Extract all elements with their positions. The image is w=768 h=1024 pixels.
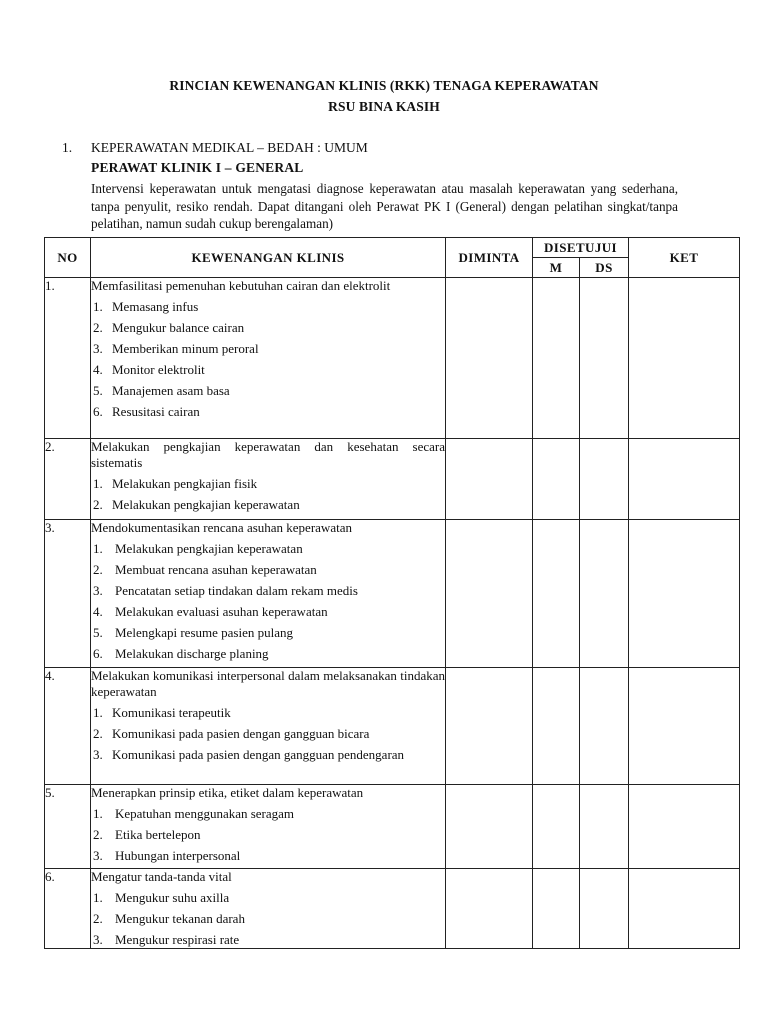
subitem-text: Melakukan evaluasi asuhan keperawatan	[115, 604, 328, 619]
section-subtitle: PERAWAT KLINIK I – GENERAL	[91, 160, 304, 175]
subitem-number: 2.	[93, 562, 103, 577]
kewenangan-subitem	[91, 320, 445, 336]
subitem-text: Kepatuhan menggunakan seragam	[115, 806, 295, 821]
subitem-number: 1.	[93, 299, 103, 314]
subitem-text: Mengukur balance cairan	[112, 320, 245, 335]
kewenangan-subitem	[91, 583, 445, 599]
kewenangan-subitem	[91, 911, 445, 927]
disetujui-ds-cell[interactable]	[580, 278, 629, 439]
row-number: 1.	[45, 278, 91, 439]
subitem-number: 4.	[93, 362, 103, 377]
subitem-text: Melakukan pengkajian fisik	[112, 476, 258, 491]
subitem-number: 1.	[93, 541, 103, 556]
kewenangan-cell	[91, 278, 446, 439]
subitem-text: Pencatatan setiap tindakan dalam rekam medis	[115, 583, 358, 598]
header-kewenangan-klinis: KEWENANGAN KLINIS	[91, 238, 446, 278]
subitem-number: 2.	[93, 497, 103, 512]
disetujui-m-cell[interactable]	[533, 668, 580, 785]
diminta-cell[interactable]	[446, 278, 533, 439]
subitem-text: Komunikasi pada pasien dengan gangguan bicara	[112, 726, 370, 741]
table-row	[45, 785, 740, 869]
subitem-number: 1.	[93, 476, 103, 491]
header-m: M	[533, 258, 580, 278]
kewenangan-table	[44, 237, 740, 949]
header-disetujui: DISETUJUI	[533, 238, 629, 258]
subitem-text: Melakukan pengkajian keperawatan	[115, 541, 303, 556]
disetujui-ds-cell[interactable]	[580, 520, 629, 668]
kewenangan-heading: Mendokumentasikan rencana asuhan keperawatan	[91, 520, 352, 535]
header-diminta: DIMINTA	[446, 238, 533, 278]
row-number: 5.	[45, 785, 91, 869]
table-row	[45, 439, 740, 520]
subitem-number: 1.	[93, 890, 103, 905]
subitem-text: Memasang infus	[112, 299, 199, 314]
row-number: 4.	[45, 668, 91, 785]
subitem-number: 1.	[93, 806, 103, 821]
kewenangan-subitem	[91, 299, 445, 315]
diminta-cell[interactable]	[446, 520, 533, 668]
kewenangan-cell	[91, 668, 446, 785]
subitem-text: Komunikasi terapeutik	[112, 705, 231, 720]
subitem-text: Mengukur tekanan darah	[115, 911, 245, 926]
subitem-number: 3.	[93, 747, 103, 762]
ket-cell[interactable]	[629, 668, 740, 785]
kewenangan-subitem	[91, 562, 445, 578]
subitem-number: 4.	[93, 604, 103, 619]
kewenangan-cell	[91, 785, 446, 869]
kewenangan-heading: Melakukan komunikasi interpersonal dalam melaksanakan tindakan keperawatan	[91, 668, 445, 699]
section-intro: Intervensi keperawatan untuk mengatasi diagnose keperawatan atau masalah keperawatan yang sederhana, tanpa penyulit, resiko rendah. Dapat ditangani oleh Perawat PK I (General) dengan pelatihan singkat/tanpa pelatihan, namun sudah cukup berengalaman)	[91, 181, 678, 231]
kewenangan-cell	[91, 520, 446, 668]
disetujui-m-cell[interactable]	[533, 520, 580, 668]
disetujui-m-cell[interactable]	[533, 278, 580, 439]
disetujui-ds-cell[interactable]	[580, 668, 629, 785]
section-number: 1.	[62, 140, 73, 155]
table-row	[45, 278, 740, 439]
subitem-text: Mengukur suhu axilla	[115, 890, 230, 905]
subitem-number: 5.	[93, 383, 103, 398]
kewenangan-heading: Menerapkan prinsip etika, etiket dalam keperawatan	[91, 785, 364, 800]
row-number: 2.	[45, 439, 91, 520]
subitem-text: Melengkapi resume pasien pulang	[115, 625, 293, 640]
diminta-cell[interactable]	[446, 869, 533, 949]
subitem-number: 3.	[93, 583, 103, 598]
table-row	[45, 520, 740, 668]
subitem-text: Manajemen asam basa	[112, 383, 230, 398]
kewenangan-heading: Melakukan pengkajian keperawatan dan kesehatan secara sistematis	[91, 439, 445, 470]
subitem-number: 2.	[93, 827, 103, 842]
kewenangan-subitem	[91, 932, 445, 948]
kewenangan-heading: Memfasilitasi pemenuhan kebutuhan cairan dan elektrolit	[91, 278, 391, 293]
document-title: RINCIAN KEWENANGAN KLINIS (RKK) TENAGA KEPERAWATAN	[169, 78, 599, 93]
diminta-cell[interactable]	[446, 668, 533, 785]
kewenangan-subitem	[91, 705, 445, 721]
subitem-number: 3.	[93, 341, 103, 356]
subitem-number: 2.	[93, 911, 103, 926]
subitem-text: Memberikan minum peroral	[112, 341, 259, 356]
subitem-text: Resusitasi cairan	[112, 404, 200, 419]
kewenangan-subitem	[91, 625, 445, 641]
ket-cell[interactable]	[629, 520, 740, 668]
section-title: KEPERAWATAN MEDIKAL – BEDAH : UMUM	[91, 140, 368, 155]
table-row	[45, 869, 740, 949]
header-no: NO	[45, 238, 91, 278]
subitem-number: 2.	[93, 726, 103, 741]
subitem-text: Monitor elektrolit	[112, 362, 205, 377]
row-number: 3.	[45, 520, 91, 668]
disetujui-ds-cell[interactable]	[580, 785, 629, 869]
disetujui-m-cell[interactable]	[533, 785, 580, 869]
subitem-number: 6.	[93, 404, 103, 419]
kewenangan-subitem	[91, 646, 445, 662]
disetujui-ds-cell[interactable]	[580, 439, 629, 520]
ket-cell[interactable]	[629, 869, 740, 949]
subitem-text: Komunikasi pada pasien dengan gangguan pendengaran	[112, 747, 405, 762]
kewenangan-heading: Mengatur tanda-tanda vital	[91, 869, 232, 884]
ket-cell[interactable]	[629, 439, 740, 520]
kewenangan-subitem	[91, 827, 445, 843]
subitem-text: Melakukan pengkajian keperawatan	[112, 497, 300, 512]
table-row	[45, 668, 740, 785]
header-ket: KET	[629, 238, 740, 278]
subitem-number: 1.	[93, 705, 103, 720]
disetujui-ds-cell[interactable]	[580, 869, 629, 949]
kewenangan-subitem	[91, 747, 445, 763]
subitem-number: 6.	[93, 646, 103, 661]
subitem-text: Hubungan interpersonal	[115, 848, 241, 863]
kewenangan-subitem	[91, 604, 445, 620]
disetujui-m-cell[interactable]	[533, 869, 580, 949]
subitem-number: 3.	[93, 932, 103, 947]
kewenangan-subitem	[91, 848, 445, 864]
kewenangan-subitem	[91, 383, 445, 399]
kewenangan-subitem	[91, 497, 445, 513]
disetujui-m-cell[interactable]	[533, 439, 580, 520]
subitem-number: 2.	[93, 320, 103, 335]
subitem-number: 3.	[93, 848, 103, 863]
subitem-text: Mengukur respirasi rate	[115, 932, 240, 947]
subitem-text: Membuat rencana asuhan keperawatan	[115, 562, 317, 577]
kewenangan-subitem	[91, 476, 445, 492]
kewenangan-cell	[91, 439, 446, 520]
diminta-cell[interactable]	[446, 439, 533, 520]
ket-cell[interactable]	[629, 278, 740, 439]
ket-cell[interactable]	[629, 785, 740, 869]
kewenangan-subitem	[91, 890, 445, 906]
kewenangan-cell	[91, 869, 446, 949]
kewenangan-subitem	[91, 404, 445, 420]
row-number: 6.	[45, 869, 91, 949]
kewenangan-subitem	[91, 341, 445, 357]
kewenangan-subitem	[91, 541, 445, 557]
kewenangan-subitem	[91, 806, 445, 822]
subitem-text: Etika bertelepon	[115, 827, 201, 842]
header-ds: DS	[580, 258, 629, 278]
hospital-name: RSU BINA KASIH	[328, 99, 440, 114]
subitem-text: Melakukan discharge planing	[115, 646, 269, 661]
subitem-number: 5.	[93, 625, 103, 640]
kewenangan-subitem	[91, 362, 445, 378]
diminta-cell[interactable]	[446, 785, 533, 869]
kewenangan-subitem	[91, 726, 445, 742]
